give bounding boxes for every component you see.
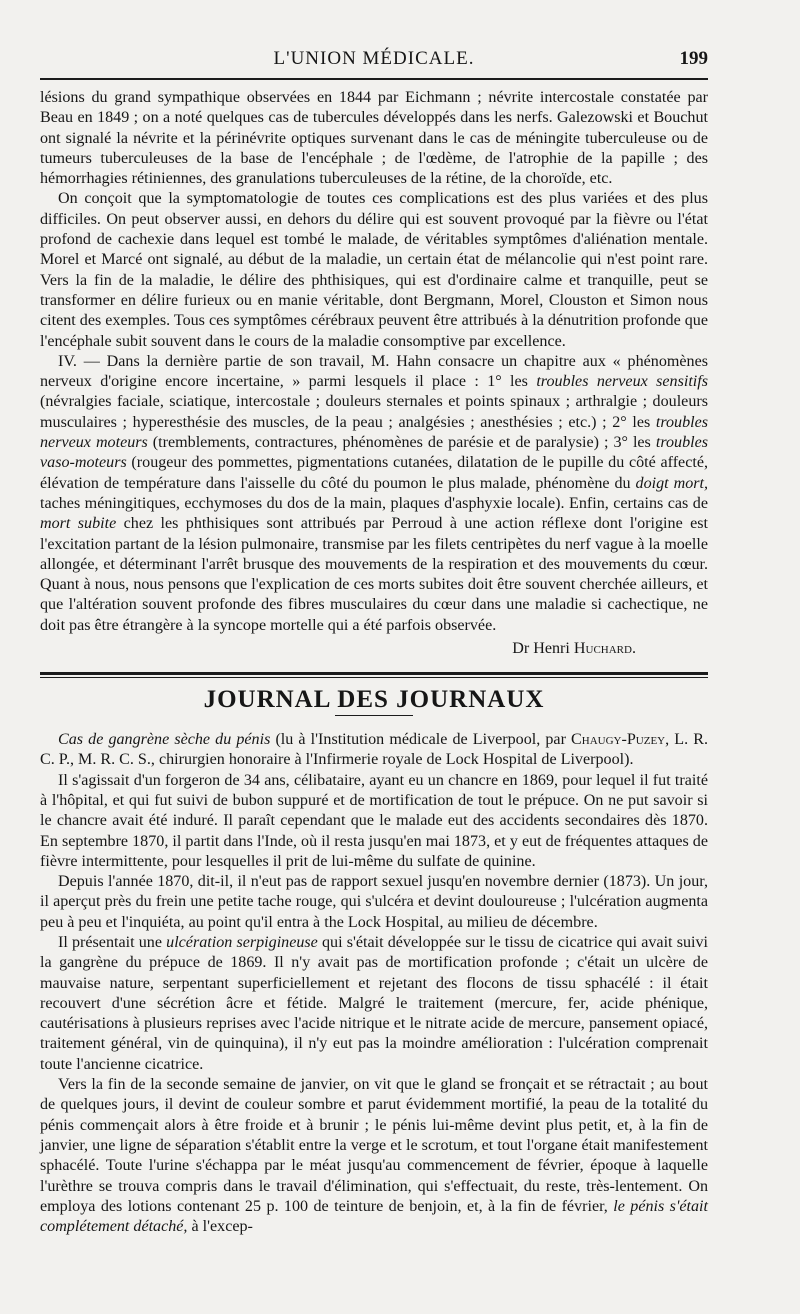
paragraph-ulceration [40,933,708,1075]
paragraph-patient-history [40,771,708,872]
paragraph-text: Vers la fin de la seconde semaine de janvier, on vit que le gland se fronçait et se rétractait ; au bout de quelques jours, il devint de couleur sombre et parut évidemment mortifié, la peau de la totalité du pénis commençait alors à être froide et à brunir ; le pénis lui-même devint plus petit, et, à la fin de janvier, une ligne de séparation s'établit entre la verge et le scrotum, et tout l'organe était manifestement sphacélé. Toute l'urine s'échappa par le méat jusqu'au commencement de février, époque à laquelle l'urèthre se trouva compris dans le travail d'élimination, qui s'effectuait, du reste, très-lentement. On employa des lotions contenant 25 p. 100 de teinture de benjoin, et, à la fin de février, [40,1076,708,1215]
running-title: L'UNION MÉDICALE. [273,48,475,69]
italic-term: doigt mort, [635,474,708,492]
paragraph-text: (tremblements, contractures, phénomènes de parésie et de paralysie) ; 3° les [147,434,656,452]
page-number: 199 [679,48,708,69]
paragraph-text: On conçoit que la symptomatologie de toutes ces complications est des plus variées et des plus difficiles. On peut observer aussi, en dehors du délire qui est souvent provoqué par la fièvre ou l'état profond de cachexie dans lequel est tombé le malade, de véritables symptômes d'aliénation mentale. Morel et Marcé ont signalé, au début de la maladie, un certain état de mélancolie qui n'est point rare. Vers la fin de la maladie, le délire des phthisiques, qui est d'ordinaire calme et tranquille, peut se transformer en délire furieux ou en manie véritable, dont Bergmann, Morel, Clouston et Simon nous citent des exemples. Tous ces symptômes cérébraux peuvent être attribués à la dénutrition profonde que l'encéphale subit souvent dans le cours de la maladie consomptive par excellence. [40,190,708,350]
italic-term: troubles vaso-moteurs [40,434,708,472]
paragraph-lesions [40,88,708,189]
signature-prefix: Dr Henri [512,640,574,658]
paragraph-text: chez les phthisiques sont attribués par Perroud à une action réflexe dont l'origine est l'excitation partant de la lésion pulmonaire, transmise par les filets centripètes du nerf vague à la moelle allongée, et déterminant l'arrêt brusque des mouvements de la respiration et des mouvements du cœur. Quant à nous, nous pensons que l'explication de ces morts subites doit être souvent cherchée ailleurs, et que l'altération souvent profonde des fibres musculaires du cœur dans une maladie si cachectique, ne doit pas être étrangère à la syncope mortelle qui a été parfois observée. [40,515,708,634]
paragraph-symptomatology [40,189,708,351]
paragraph-text: Il s'agissait d'un forgeron de 34 ans, célibataire, ayant eu un chancre en 1869, pour lequel il fut traité à l'hôpital, et qui fut suivi de bubon suppuré et de mortification de tout le prépuce. On ne put savoir si le chancre avait été induré. Il paraît cependant que le malade eut des accidents secondaires dès 1870. En septembre 1870, il partit dans l'Inde, où il resta jusqu'en mai 1873, et y eut de fréquentes attaques de fièvre intermittente, pour lesquelles il prit de lui-même du sulfate de quinine. [40,771,708,870]
italic-term: troubles nerveux moteurs [40,413,708,452]
italic-term: le pénis s'était complétement détaché, [40,1197,708,1236]
italic-term: mort subite [40,515,117,533]
section-body [40,730,708,1237]
paragraph-text: taches méningitiques, ecchymoses du dos de la main, plaques d'asphyxie locale). Enfin, certains cas de [40,494,708,512]
paragraph-text: à l'excep- [187,1218,253,1236]
section-divider [40,672,708,678]
paragraph-section-iv [40,352,708,636]
signature-name: Huchard. [573,640,636,658]
paragraph-text: Il présentait une [58,933,167,951]
author-signature [40,640,636,658]
paragraph-text: IV. — Dans la dernière partie de son travail, M. Hahn consacre un chapitre aux « phénomènes nerveux d'origine encore incertaine, » parmi lesquels il place : 1° les [40,352,708,391]
page-header [40,44,708,80]
italic-term: ulcération serpigineuse [166,933,318,951]
article-body [40,88,708,636]
paragraph-text: L. R. C. P., M. R. C. S., chirurgien honoraire à l'Infirmerie royale de Lock Hospital de Liverpool). [40,731,708,769]
paragraph-progression [40,1075,708,1237]
title-underline [335,715,413,716]
paragraph-text: lésions du grand sympathique observées en 1844 par Eichmann ; névrite intercostale constatée par Beau en 1849 ; on a noté quelques cas de tubercules développés dans les nerfs. Galezowski et Bouchut ont signalé la névrite et la périnévrite optiques survenant dans le cas de méningite tuberculeuse ou de tumeurs tuberculeuses de la base de l'encéphale ; de l'œdème, de l'atrophie de la papille ; des hémorrhagies rétiniennes, des granulations tuberculeuses de la rétine, de la choroïde, etc. [40,89,708,188]
paragraph-text: (névralgies faciale, sciatique, intercostale ; douleurs sternales et points spinaux ; arthralgie ; douleurs musculaires ; hyperesthésie des muscles, de la peau ; analgésies ; anesthésies ; etc.) ; 2° les [40,393,708,431]
italic-term: troubles nerveux sensitifs [536,373,709,391]
author-name: Chaugy-Puzey, [571,731,670,749]
paragraph-text: Depuis l'année 1870, dit-il, il n'eut pas de rapport sexuel jusqu'en novembre dernier (1873). Un jour, il aperçut près du frein une petite tache rouge, qui s'ulcéra et devint douloureuse ; l'ulcération augmenta peu à peu et l'inquiéta, au point qu'il entra à the Lock Hospital, au milieu de décembre. [40,873,708,931]
paragraph-onset [40,872,708,933]
paragraph-text: qui s'était développée sur le tissu de cicatrice qui avait suivi la gangrène du prépuce de 1869. Il n'y avait pas de mortification profonde ; c'était un ulcère de mauvaise nature, serpentant superficiellement et rejetant des flocons de tissu sphacélé : il était recouvert d'une sécrétion âcre et fétide. Malgré le traitement (mercure, fer, acide phénique, cautérisations à plusieurs reprises avec l'acide nitrique et le nitrate acide de mercure, pansement opiacé, traitement général, vin de quinquina), il n'y eut pas la moindre amélioration : l'ulcération comprenait toute l'ancienne cicatrice. [40,933,708,1073]
section-title: JOURNAL DES JOURNAUX [203,686,545,714]
paragraph-text: (lu à l'Institution médicale de Liverpool, par [270,731,572,749]
paragraph-case-title [40,730,708,771]
italic-term: Cas de gangrène sèche du pénis [58,731,271,749]
paragraph-text: (rougeur des pommettes, pigmentations cutanées, dilatation de le pupille du côté affecté, élévation de température dans l'aisselle du côté du poumon le plus malade, phénomène du [40,454,708,492]
